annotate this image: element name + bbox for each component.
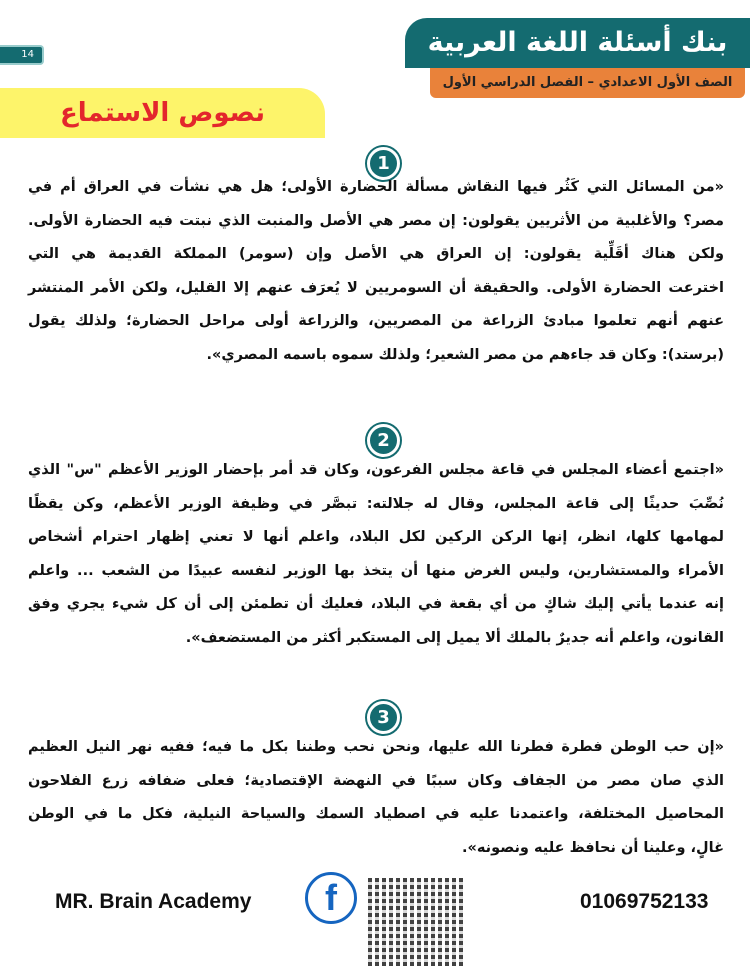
phone-number: 01069752133 — [580, 890, 709, 913]
section-title: نصوص الاستماع — [0, 88, 325, 138]
passage-line: الأمراء والمستشارين، وليس الغرض منها أن يتخذ بها الوزير لنفسه عبيدًا من الشعب ... واعلم — [28, 562, 724, 579]
passage-3 — [28, 731, 724, 865]
passage-line: «اجتمع أعضاء المجلس في قاعة مجلس الفرعون، وكان قد أمر بإحضار الوزير الأعظم "س" الذي — [28, 462, 724, 478]
passage-line: إنه عندما يأتي إليك شاكٍ من أي بقعة في البلاد، فعليك أن تطمئن إلى أن كل شيء يجري وفق — [28, 596, 724, 612]
book-title: بنك أسئلة اللغة العربية — [405, 18, 750, 68]
passage-number-badge: 3 — [367, 701, 400, 734]
passage-line: مصر؟ والأغلبية من الأثريين يقولون: إن مصر هي الأصل والمنبت الذي نبتت فيه الحضارة الأولى. — [28, 212, 724, 229]
passage-line: نُصِّبَ حديثًا إلى قاعة المجلس، وقال له جلالته: تبصَّر في وظيفة الوزير الأعظم، وكن يقظًا — [28, 495, 724, 512]
facebook-icon[interactable]: f — [305, 872, 357, 924]
passage-number-badge: 2 — [367, 424, 400, 457]
grade-subtitle: الصف الأول الاعدادي – الفصل الدراسي الأول — [430, 68, 745, 98]
passage-line: لمهامها كلها، انظر، إنها الركن الركين لكل البلاد، واعلم أنها لا تعني إظهار احترام أشخاص — [28, 529, 724, 545]
qr-code[interactable] — [368, 878, 464, 966]
passage-line: ولكن هناك أقَلِّية يقولون: إن العراق هي الأصل وإن (سومر) المملكة القديمة هي التي — [28, 246, 724, 262]
passage-line: عنهم أنهم تعلموا مبادئ الزراعة من المصريين، والزراعة أولى مراحل الحضارة؛ ولذلك يقول — [28, 313, 724, 329]
passage-line: الذي صان مصر من الجفاف وكان سببًا في النهضة الإقتصادية؛ فعلى ضفافه زرع الفلاحون — [28, 772, 724, 789]
passage-line: القانون، واعلم أنه جديرٌ بالملك ألا يميل إلى المستكبر أكثر من المستضعف». — [185, 629, 724, 646]
passage-line: غالٍ، وعلينا أن نحافظ عليه ونصونه». — [462, 839, 724, 856]
passage-2 — [28, 454, 724, 655]
page-number: 14 — [0, 45, 44, 65]
passage-line: (برستد): وكان قد جاءهم من مصر الشعير؛ ولذلك سموه باسمه المصري». — [206, 346, 724, 363]
passage-line: المحاصيل المختلفة، واعتمدنا عليه في اصطياد السمك والسياحة النيلية، فكل ما في الوطن — [28, 806, 724, 822]
passage-line: «من المسائل التي كَثُر فيها النقاش مسألة الحضارة الأولى؛ هل هي نشأت في العراق أم في — [28, 179, 724, 195]
brand-name: MR. Brain Academy — [55, 890, 252, 913]
passage-line: اخترعت الحضارة الأولى. والحقيقة أن السومريين لا يُعرَف عنهم إلا القليل، ولكن الأمر المنتشر — [28, 279, 724, 296]
passage-line: «إن حب الوطن فطرة فطرنا الله عليها، ونحن نحب وطننا بكل ما فيه؛ ففيه نهر النيل العظيم — [28, 739, 724, 755]
passage-1 — [28, 171, 724, 372]
passage-number-badge: 1 — [367, 147, 400, 180]
